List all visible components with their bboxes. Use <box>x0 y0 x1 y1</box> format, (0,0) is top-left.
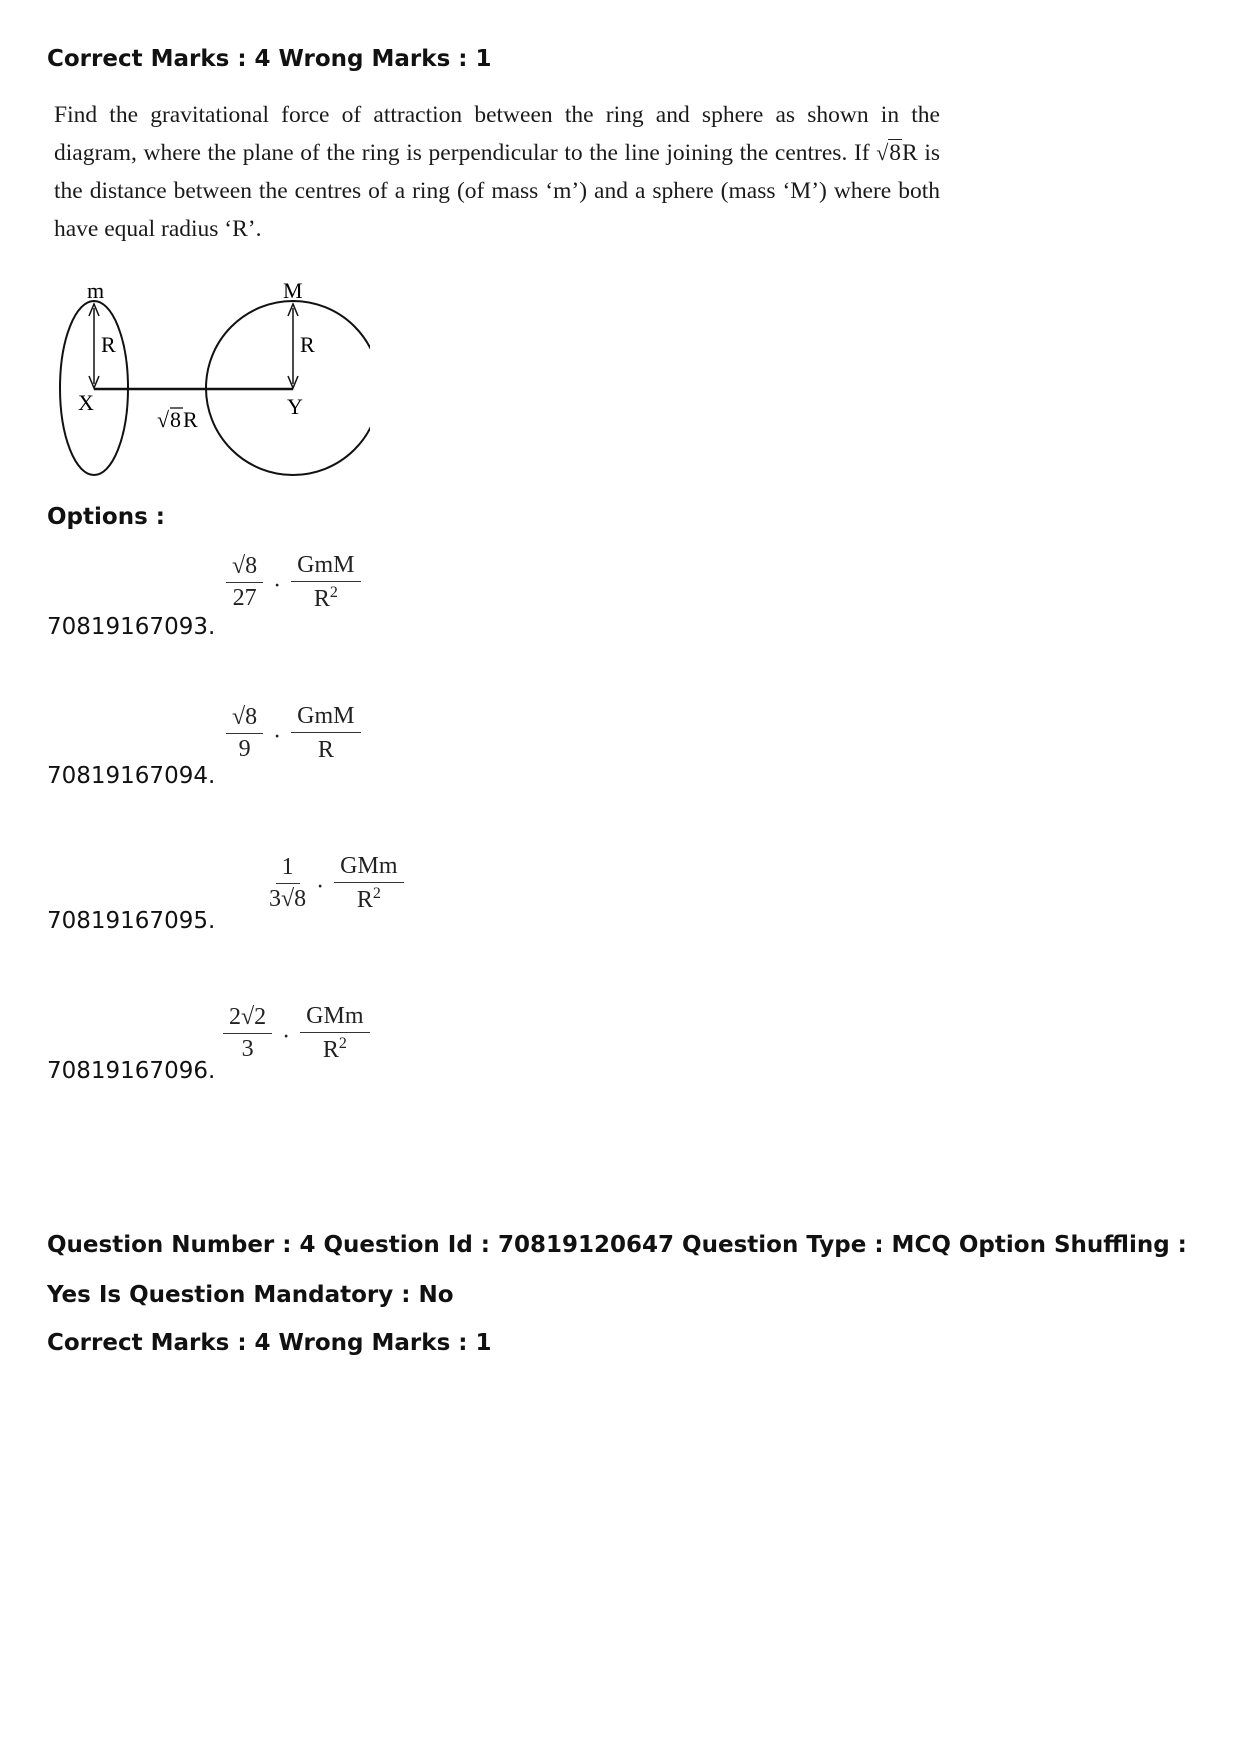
sqrt-symbol: √8 <box>876 140 902 166</box>
question-text-part1: Find the gravitational force of attraction between the ring and sphere as shown in the diagram, where the plane of the ring is perpendicular to the line joining the centres. If <box>54 102 940 166</box>
question-text <box>54 96 940 248</box>
option-id: 70819167094. <box>47 763 216 789</box>
fraction-numerator: 1 <box>276 854 300 884</box>
option-formula: $\frac{1}{3√8}$ · $\frac{\text{GMm}}{R^2}$ <box>265 853 408 914</box>
fraction-denominator: 9 <box>238 736 251 762</box>
fraction-numerator: 2√2 <box>223 1004 272 1034</box>
options-heading: Options : <box>47 504 165 530</box>
correct-wrong-marks: Correct Marks : 4 Wrong Marks : 1 <box>47 46 492 72</box>
sqrt-radicand: 8 <box>889 140 902 166</box>
option-1[interactable] <box>47 552 647 662</box>
sphere-radius-label: R <box>300 332 315 357</box>
distance-suffix: R <box>183 407 198 432</box>
exponent: 2 <box>338 1035 347 1052</box>
fraction-numerator: √8 <box>226 553 263 583</box>
exponent: 2 <box>329 584 338 601</box>
fraction-numerator: GmM <box>291 552 360 582</box>
exponent: 2 <box>372 885 381 902</box>
fraction-numerator: GMm <box>334 853 403 883</box>
question-text-part2: R is the distance between the centres of a ring (of mass ‘m’) and a sphere (mass ‘M’) where both have equal radius ‘R’. <box>54 140 940 242</box>
option-formula: $\frac{√8}{9}$ · $\frac{\text{GmM}}{R}$ <box>222 703 365 764</box>
option-id: 70819167095. <box>47 908 216 934</box>
sphere-centre-label: Y <box>287 394 303 419</box>
distance-sqrt-symbol: √ <box>157 407 170 432</box>
option-id: 70819167096. <box>47 1058 216 1084</box>
fraction-numerator: √8 <box>226 704 263 734</box>
ring-mass-label: m <box>87 278 105 303</box>
sphere-mass-label: M <box>283 278 303 303</box>
correct-wrong-marks-q4: Correct Marks : 4 Wrong Marks : 1 <box>47 1330 492 1356</box>
fraction-numerator: GMm <box>300 1003 369 1033</box>
question-4-header: Question Number : 4 Question Id : 70819120647 Question Type : MCQ Option Shuffling : Yes Is Question Mandatory : No <box>47 1232 1187 1308</box>
option-id: 70819167093. <box>47 614 216 640</box>
ring-radius-label: R <box>101 332 116 357</box>
fraction-denominator: 3√8 <box>269 886 307 912</box>
fraction-denominator: 3 <box>241 1036 254 1062</box>
option-formula: $\frac{2√2}{3}$ · $\frac{\text{GMm}}{R^2}$ <box>219 1003 374 1064</box>
fraction-denominator: R <box>313 586 330 612</box>
option-4[interactable] <box>47 1003 647 1113</box>
fraction-denominator: R <box>356 887 373 913</box>
fraction-denominator: R <box>317 737 334 763</box>
distance-radicand: 8 <box>170 407 181 432</box>
option-2[interactable] <box>47 703 647 813</box>
fraction-numerator: GmM <box>291 703 360 733</box>
option-formula: $\frac{√8}{27}$ · $\frac{\text{GmM}}{R^2}$ <box>222 552 365 613</box>
fraction-denominator: R <box>322 1037 339 1063</box>
ring-centre-label: X <box>78 390 94 415</box>
option-3[interactable] <box>47 853 647 963</box>
fraction-denominator: 27 <box>232 585 257 611</box>
ring-sphere-diagram <box>50 272 370 482</box>
